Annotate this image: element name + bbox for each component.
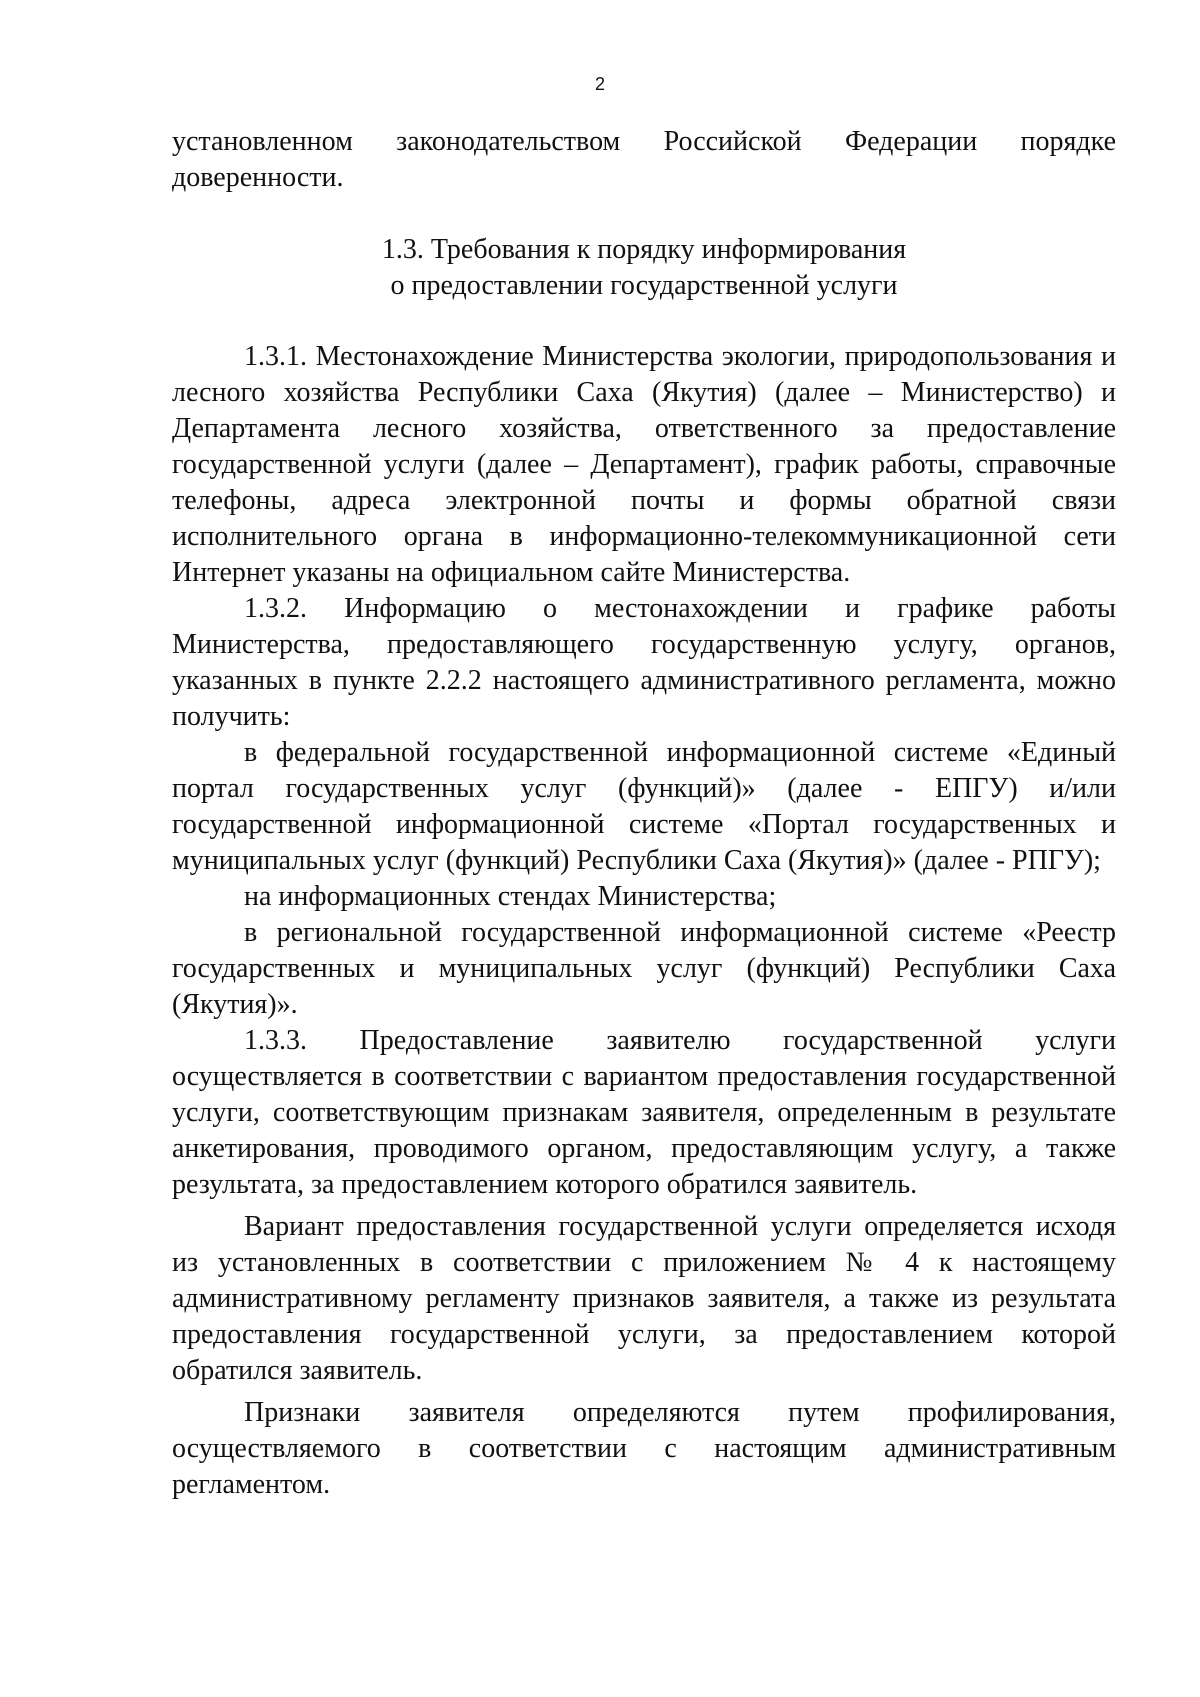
list-item-stands: на информационных стендах Министерства;	[244, 881, 777, 912]
document-body	[172, 124, 1116, 1503]
paragraph-1-3-1: 1.3.1. Местонахождение Министерства экологии, природопользования и лесного хозяйства Республики Саха (Якутия) (далее – Министерство) и Департамента лесного хозяйства, ответственного за предоставление государственной услуги (далее – Департамент), график работы, справочные телефоны, адреса электронной почты и формы обратной связи исполнительного органа в информационно-телекоммуникационной сети Интернет указаны на официальном сайте Министерства.	[172, 341, 1116, 588]
section-heading-line-1: 1.3. Требования к порядку информирования	[381, 234, 907, 265]
paragraph-criteria: Признаки заявителя определяются путем профилирования, осуществляемого в соответствии с настоящим административным регламентом.	[172, 1397, 1116, 1500]
paragraph-1-3-2: 1.3.2. Информацию о местонахождении и графике работы Министерства, предоставляющего государственную услугу, органов, указанных в пункте 2.2.2 настоящего административного регламента, можно получить:	[172, 593, 1116, 732]
page-number: 2	[594, 74, 605, 94]
list-item-registry: в региональной государственной информационной системе «Реестр государственных и муниципальных услуг (функций) Республики Саха (Якутия)».	[172, 917, 1116, 1020]
paragraph-1-3-3: 1.3.3. Предоставление заявителю государственной услуги осуществляется в соответствии с вариантом предоставления государственной услуги, соответствующим признакам заявителя, определенным в результате анкетирования, проводимого органом, предоставляющим услугу, а также результата, за предоставлением которого обратился заявитель.	[172, 1025, 1116, 1200]
section-heading-line-2: о предоставлении государственной услуги	[390, 270, 898, 301]
paragraph-variant: Вариант предоставления государственной услуги определяется исходя из установленных в соответствии с приложением № 4 к настоящему административному регламенту признаков заявителя, а также из результата предоставления государственной услуги, за предоставлением которой обратился заявитель.	[172, 1211, 1116, 1386]
section-heading	[172, 232, 1116, 304]
list-item-epgu: в федеральной государственной информационной системе «Единый портал государственных услуг (функций)» (далее - ЕПГУ) и/или государственной информационной системе «Портал государственных и муниципальных услуг (функций) Республики Саха (Якутия)» (далее - РПГУ);	[172, 737, 1116, 876]
paragraph-continuation: установленном законодательством Российской Федерации порядке доверенности.	[172, 126, 1116, 193]
